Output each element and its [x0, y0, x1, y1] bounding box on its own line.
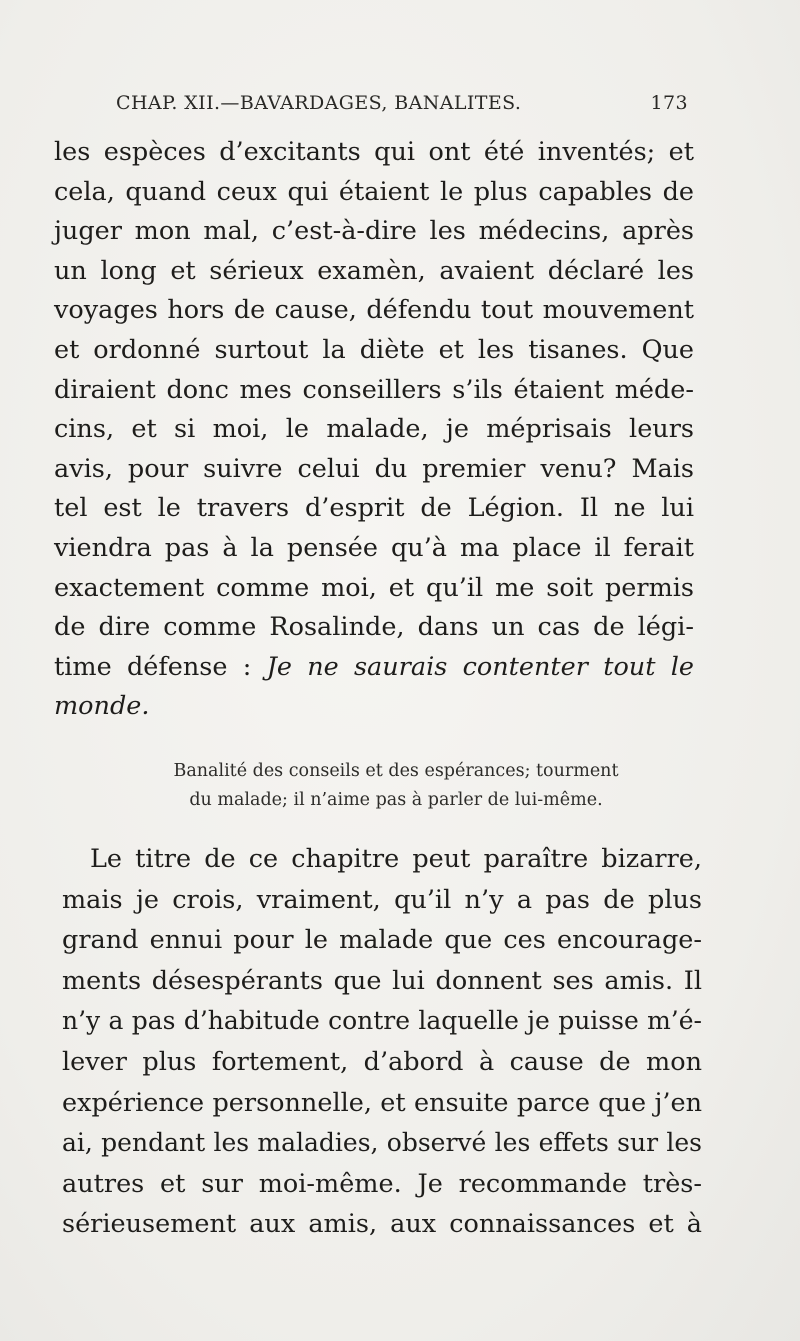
text-line: de dire comme Rosalinde, dans un cas de légi-	[54, 612, 694, 643]
text-segment: time défense :	[54, 651, 267, 682]
text-line: juger mon mal, c’est-à-dire les médecins, après	[54, 216, 694, 247]
italic-quote-end: monde.	[54, 691, 150, 722]
text-line: n’y a pas d’habitude contre laquelle je puisse m’é-	[62, 1006, 702, 1036]
text-line: viendra pas à la pensée qu’à ma place il ferait	[54, 532, 694, 563]
text-line-with-quote	[54, 648, 694, 688]
text-line: tel est le travers d’esprit de Légion. Il ne lui	[54, 493, 694, 524]
text-line: grand ennui pour le malade que ces encourage-	[62, 925, 702, 956]
text-line: cela, quand ceux qui étaient le plus capables de	[54, 176, 694, 207]
text-line: Le titre de ce chapitre peut paraître bizarre,	[90, 844, 702, 874]
text-line: sérieusement aux amis, aux connaissances et à	[62, 1209, 702, 1240]
text-line: expérience personnelle, et ensuite parce que j’en	[62, 1087, 702, 1118]
summary-line: Banalité des conseils et des espérances; tourment	[173, 761, 619, 781]
summary-line: du malade; il n’aime pas à parler de lui-même.	[189, 790, 603, 810]
running-title: CHAP. XII.—BAVARDAGES, BANALITES.	[116, 92, 522, 114]
italic-quote: Je ne saurais contenter tout le	[266, 651, 694, 682]
text-line: mais je crois, vraiment, qu’il n’y a pas de plus	[62, 884, 702, 915]
text-line: exactement comme moi, et qu’il me soit permis	[54, 572, 694, 603]
text-line: diraient donc mes conseillers s’ils étaient méde-	[54, 374, 694, 405]
running-header	[116, 92, 688, 122]
section-summary	[90, 757, 702, 815]
text-line: ments désespérants que lui donnent ses amis. Il	[62, 965, 702, 996]
paragraph-1	[54, 133, 694, 727]
text-line: un long et sérieux examèn, avaient déclaré les	[54, 255, 694, 286]
text-line: voyages hors de cause, défendu tout mouvement	[54, 295, 694, 326]
text-line: les espèces d’excitants qui ont été inventés; et	[54, 137, 694, 167]
text-line: ai, pendant les maladies, observé les effets sur les	[62, 1128, 702, 1158]
page-number: 173	[650, 92, 688, 114]
paragraph-2	[62, 839, 702, 1245]
text-line: et ordonné surtout la diète et les tisanes. Que	[54, 334, 694, 365]
text-line: lever plus fortement, d’abord à cause de mon	[62, 1046, 702, 1077]
text-line: avis, pour suivre celui du premier venu? Mais	[54, 453, 694, 484]
text-line: cins, et si moi, le malade, je méprisais leurs	[54, 414, 694, 445]
text-line: autres et sur moi-même. Je recommande très-	[62, 1168, 702, 1199]
